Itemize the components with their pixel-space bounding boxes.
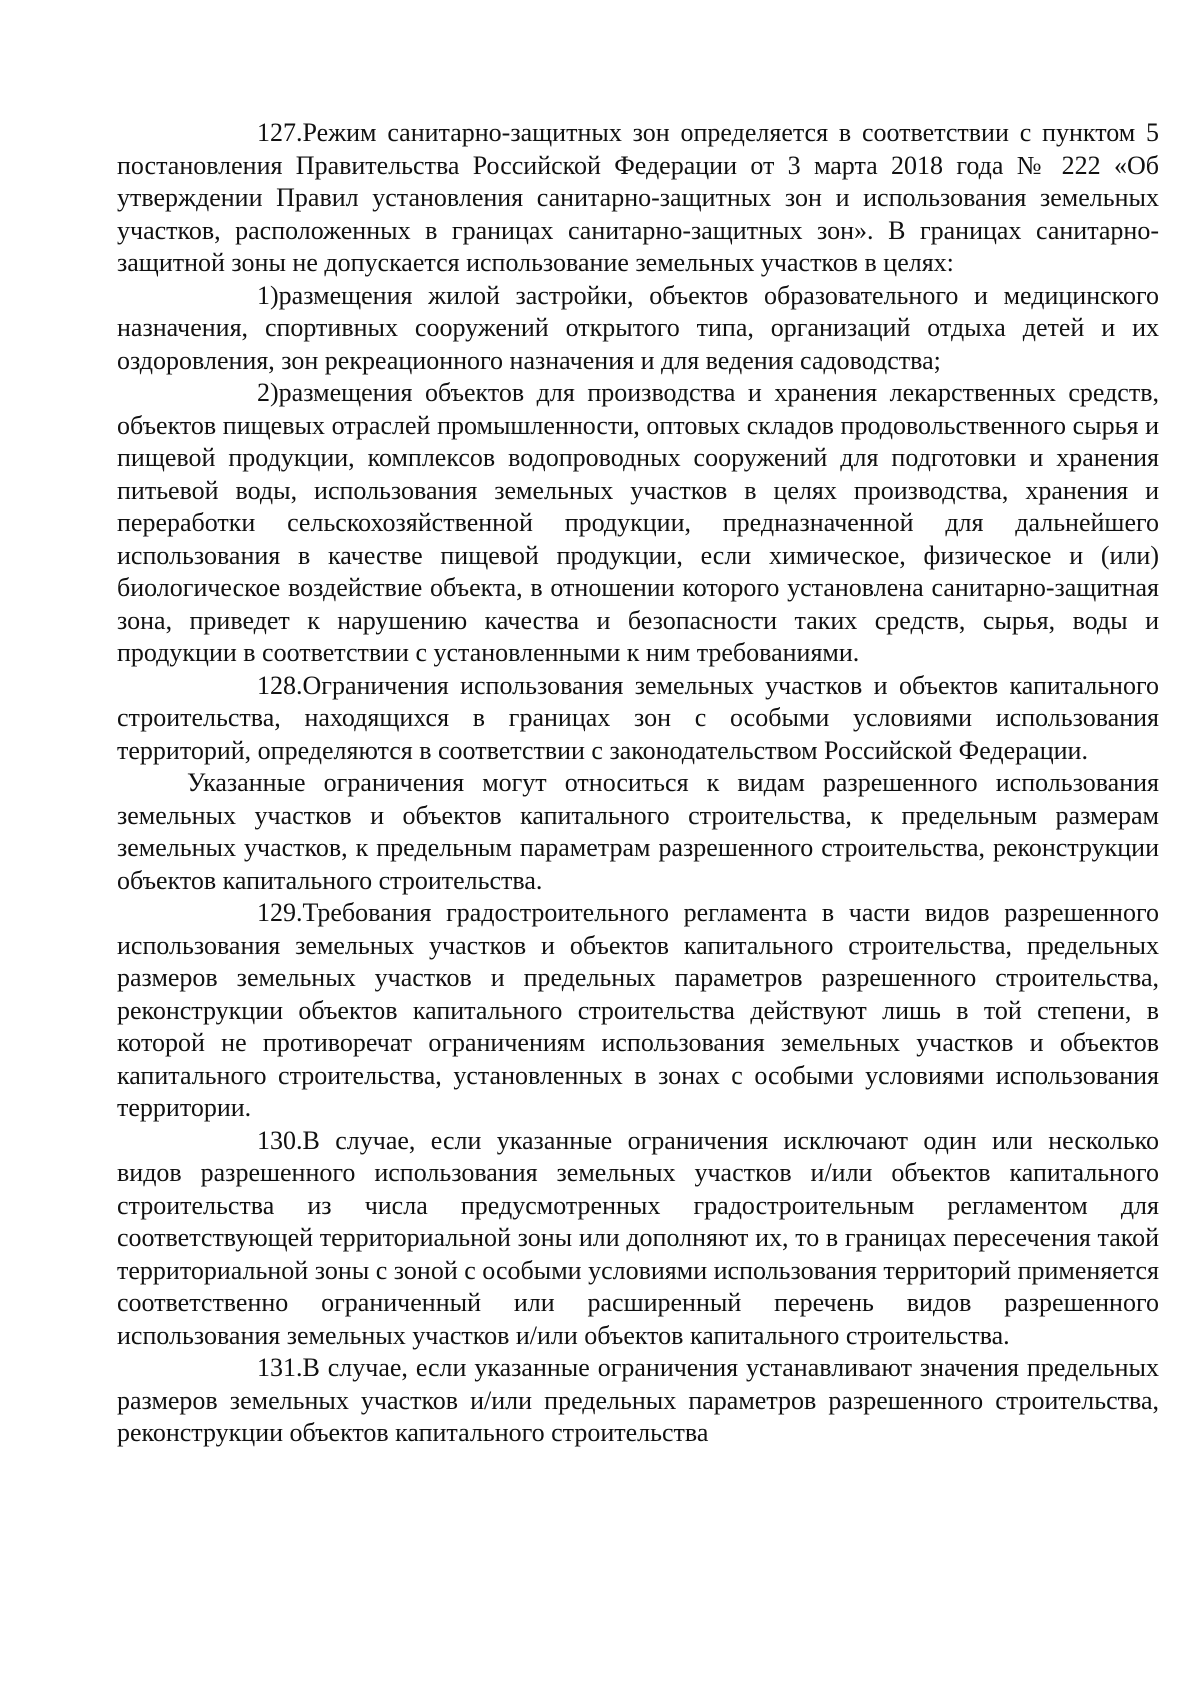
list-item-text: размещения объектов для производства и хранения лекарственных средств, объектов пищевых отраслей промышленности, оптовых складов продовольственного сырья и пищевой продукции, комплексов водопроводных сооружений для подготовки и хранения питьевой воды, использования земельных участков в целях производства, хранения и переработки сельскохозяйственной продукции, предназначенной для дальнейшего использования в качестве пищевой продукции, если химическое, физическое и (или) биологическое воздействие объекта, в отношении которого установлена санитарно-защитная зона, приведет к нарушению качества и безопасности таких средств, сырья, воды и продукции в соответствии с установленными к ним требованиями.: [117, 378, 1159, 667]
paragraph-128: [117, 670, 1159, 768]
paragraph-number: 127.: [257, 118, 303, 147]
paragraph-text: Указанные ограничения могут относиться к видам разрешенного использования земельных участков и объектов капитального строительства, к предельным размерам земельных участков, к предельным параметрам разрешенного строительства, реконструкции объектов капитального строительства.: [117, 768, 1159, 895]
list-item-number: 2): [257, 378, 279, 407]
paragraph-131: [117, 1352, 1159, 1450]
paragraph-text: В случае, если указанные ограничения устанавливают значения предельных размеров земельных участков и/или предельных параметров разрешенного строительства, реконструкции объектов капитального строительства: [117, 1353, 1159, 1447]
paragraph-text: Режим санитарно-защитных зон определяется в соответствии с пунктом 5 постановления Правительства Российской Федерации от 3 марта 2018 года № 222 «Об утверждении Правил установления санитарно-защитных зон и использования земельных участков, расположенных в границах санитарно-защитных зон». В границах санитарно-защитной зоны не допускается использование земельных участков в целях:: [117, 118, 1159, 277]
list-item-1: [117, 280, 1159, 378]
paragraph-number: 131.: [257, 1353, 303, 1382]
paragraph-129: [117, 897, 1159, 1125]
paragraph-number: 129.: [257, 898, 303, 927]
paragraph-text: В случае, если указанные ограничения исключают один или несколько видов разрешенного использования земельных участков и/или объектов капитального строительства из числа предусмотренных градостроительным регламентом для соответствующей территориальной зоны или дополняют их, то в границах пересечения такой территориальной зоны с зоной с особыми условиями использования территорий применяется соответственно ограниченный или расширенный перечень видов разрешенного использования земельных участков и/или объектов капитального строительства.: [117, 1125, 1159, 1350]
paragraph-text: Требования градостроительного регламента в части видов разрешенного использования земельных участков и объектов капитального строительства, предельных размеров земельных участков и предельных параметров разрешенного строительства, реконструкции объектов капитального строительства действуют лишь в той степени, в которой не противоречат ограничениям использования земельных участков и объектов капитального строительства, установленных в зонах с особыми условиями использования территории.: [117, 898, 1159, 1122]
paragraph-128-continued: [117, 767, 1159, 897]
paragraph-text: Ограничения использования земельных участков и объектов капитального строительства, находящихся в границах зон с особыми условиями использования территорий, определяются в соответствии с законодательством Российской Федерации.: [117, 670, 1159, 765]
list-item-text: размещения жилой застройки, объектов образовательного и медицинского назначения, спортивных сооружений открытого типа, организаций отдыха детей и их оздоровления, зон рекреационного назначения и для ведения садоводства;: [117, 280, 1159, 375]
list-item-2: [117, 377, 1159, 670]
list-item-number: 1): [257, 280, 279, 310]
document-page: [117, 117, 1159, 1450]
paragraph-130: [117, 1125, 1159, 1353]
paragraph-127: [117, 117, 1159, 280]
paragraph-number: 130.: [257, 1125, 303, 1155]
paragraph-number: 128.: [257, 670, 303, 700]
